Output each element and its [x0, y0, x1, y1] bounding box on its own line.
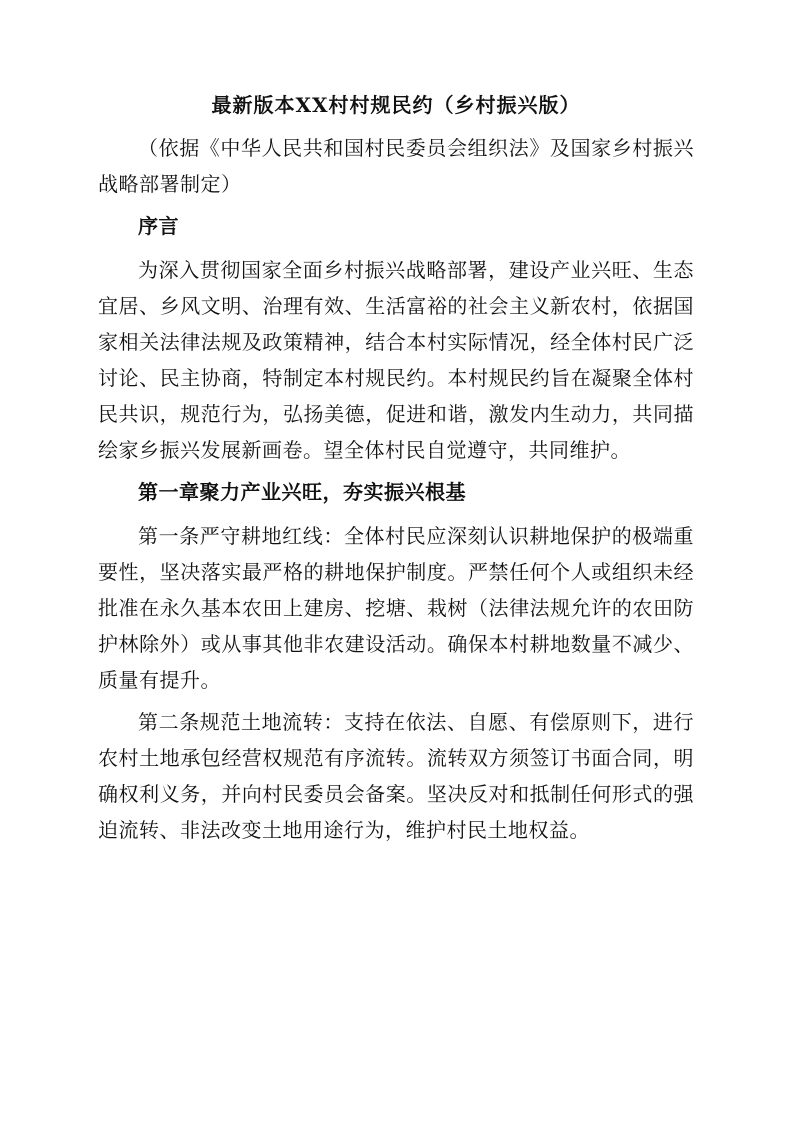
document-body	[98, 88, 694, 854]
legal-basis: （依据《中华人民共和国村民委员会组织法》及国家乡村振兴战略部署制定）	[98, 136, 694, 196]
document-title: 最新版本XX村村规民约（乡村振兴版）	[211, 93, 581, 117]
chapter-1-heading: 第一章聚力产业兴旺，夯实振兴根基	[138, 480, 466, 504]
preface-paragraph: 为深入贯彻国家全面乡村振兴战略部署，建设产业兴旺、生态宜居、乡风文明、治理有效、生活富裕的社会主义新农村，依据国家相关法律法规及政策精神，结合本村实际情况，经全体村民广泛讨论、民主协商，特制定本村规民约。本村规民约旨在凝聚全体村民共识，规范行为，弘扬美德，促进和谐，激发内生动力，共同描绘家乡振兴发展新画卷。望全体村民自觉遵守，共同维护。	[98, 258, 694, 462]
article-2: 第二条规范土地流转：支持在依法、自愿、有偿原则下，进行农村土地承包经营权规范有序流转。流转双方须签订书面合同，明确权利义务，并向村民委员会备案。坚决反对和抵制任何形式的强迫流转、非法改变土地用途行为，维护村民土地权益。	[98, 710, 694, 842]
article-1: 第一条严守耕地红线：全体村民应深刻认识耕地保护的极端重要性，坚决落实最严格的耕地保护制度。严禁任何个人或组织未经批准在永久基本农田上建房、挖塘、栽树（法律法规允许的农田防护林除外）或从事其他非农建设活动。确保本村耕地数量不减少、质量有提升。	[98, 524, 694, 692]
preface-heading: 序言	[138, 214, 179, 238]
